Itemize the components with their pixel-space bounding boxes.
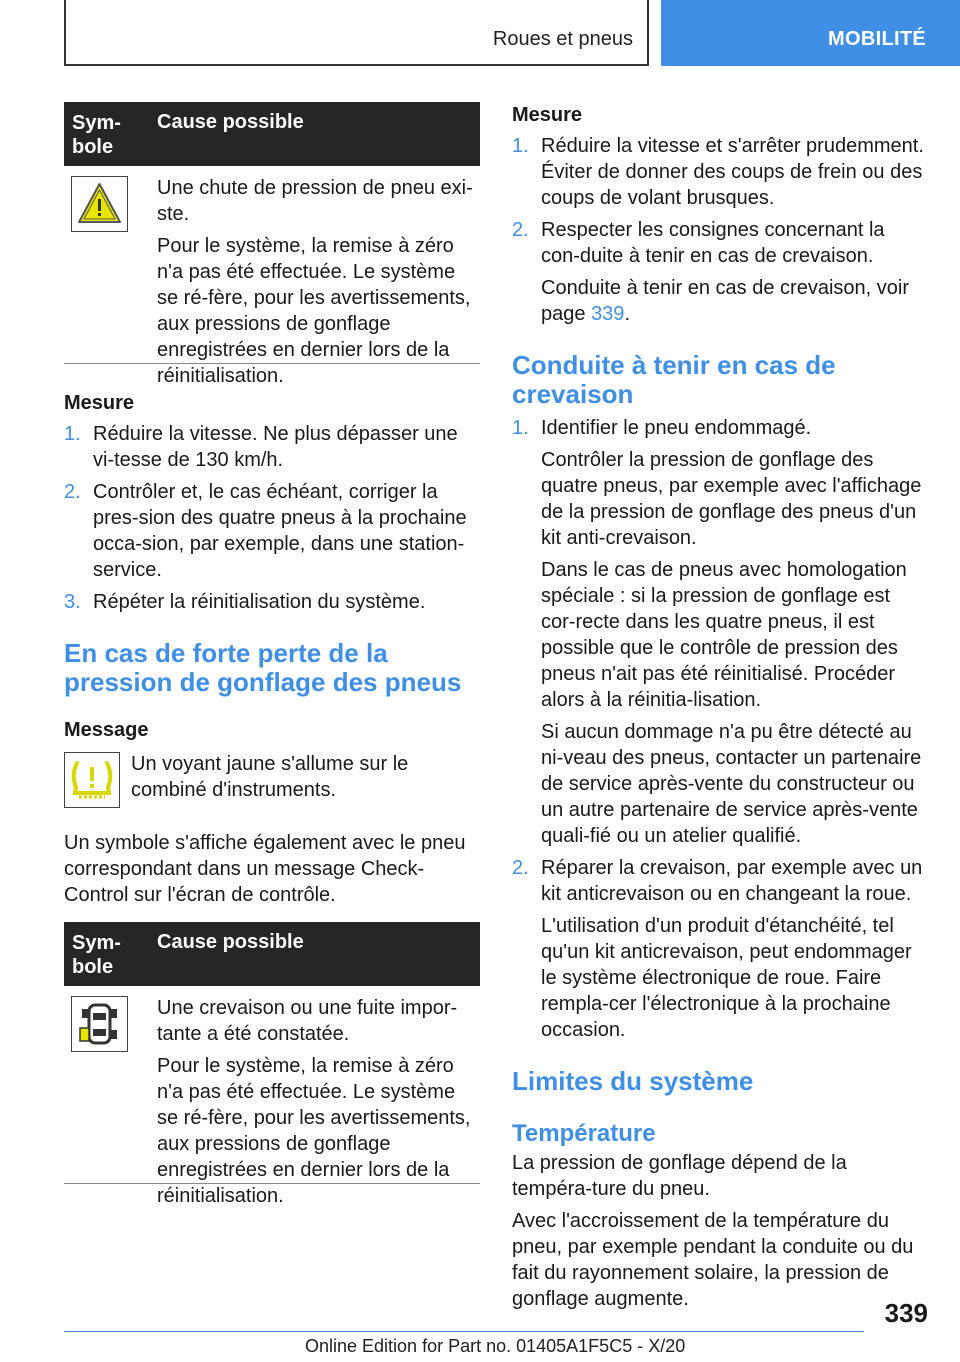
page-reference: Conduite à tenir en cas de crevaison, voir page 339.	[541, 277, 909, 325]
list-item: 2. Réparer la crevaison, par exemple avec un kit anticrevaison ou en changeant la roue. L'utilisation d'un produit d'étanchéité, tel qu'un kit anticrevaison, peut endommager le système électronique de roue. Faire rempla-cer l'électronique à la prochaine occasion.	[512, 855, 928, 1043]
footer-edition: Online Edition for Part no. 01405A1F5C5 - X/20	[305, 1336, 686, 1356]
list-subparagraph: Contrôler la pression de gonflage des quatre pneus, par exemple avec l'affichage de la pression de gonflage des pneus d'un kit anti-crevaison.	[541, 449, 922, 549]
message-row	[64, 752, 480, 822]
section-heading-limits: Limites du système	[512, 1066, 754, 1096]
footer-divider	[64, 1331, 864, 1332]
list-item: 1. Réduire la vitesse. Ne plus dépasser une vi-tesse de 130 km/h.	[64, 423, 458, 471]
check-control-paragraph: Un symbole s'affiche également avec le pneu correspondant dans un message Check-Control sur l'écran de contrôle.	[64, 832, 466, 906]
section-heading-puncture: Conduite à tenir en cas de crevaison	[512, 350, 836, 409]
list-subparagraph: Dans le cas de pneus avec homologation spéciale : si la pression de gonflage est cor-recte dans les quatre pneus, il est possible que le contrôle de pression des pneus n'ait pas été réinitialisé. Procéder alors à la réinitia-lisation.	[541, 559, 907, 711]
car-tire-puncture-icon	[71, 996, 128, 1052]
list-item: 1. Réduire la vitesse et s'arrêter prudemment. Éviter de donner des coups de frein ou des coups de volant brusques.	[512, 135, 924, 209]
table1-cause-text1: Une chute de pression de pneu exi-ste.	[157, 177, 473, 225]
list-item: 2. Contrôler et, le cas échéant, corriger la pres-sion des quatre pneus à la prochaine occa-sion, par exemple, dans une station-service.	[64, 481, 467, 581]
list-subparagraph: L'utilisation d'un produit d'étanchéité, tel qu'un kit anticrevaison, peut endommager le système électronique de roue. Faire rempla-cer l'électronique à la prochaine occasion.	[541, 915, 912, 1041]
mesure-label: Mesure	[64, 392, 135, 414]
table1-cause-text2: Pour le système, la remise à zéro n'a pas été effectuée. Le système se ré-fère, pour les avertissements, aux pressions de gonflage enregistrées en dernier lors de la réinitialisation.	[157, 235, 471, 387]
left-column	[64, 102, 480, 1207]
header-section-title: Roues et pneus	[492, 28, 633, 50]
temperature-paragraph-2: Avec l'accroissement de la température du pneu, par exemple pendant la conduite ou du fait du rayonnement solaire, la pression de gonflage augmente.	[512, 1210, 914, 1310]
tire-pressure-warning-icon	[64, 752, 120, 808]
list-item: 2. Respecter les consignes concernant la con-duite à tenir en cas de crevaison. Conduite à tenir en cas de crevaison, voir page 339.	[512, 217, 928, 327]
subheading-temperature: Température	[512, 1120, 656, 1147]
table1-col-symbol: Sym- bole	[72, 112, 121, 158]
message-label: Message	[64, 719, 149, 741]
list-item: 3. Répéter la réinitialisation du système.	[64, 591, 426, 613]
right-column	[512, 102, 928, 1312]
table1-header	[64, 102, 480, 166]
page-link[interactable]: 339	[591, 303, 625, 325]
header-tab-label: MOBILITÉ	[828, 28, 926, 50]
warning-triangle-icon	[71, 176, 128, 232]
header-tab-mobilite[interactable]	[661, 0, 960, 66]
mesure-label-right: Mesure	[512, 104, 583, 126]
table1-col-cause: Cause possible	[157, 111, 304, 133]
message-text: Un voyant jaune s'allume sur le combiné d'instruments.	[131, 753, 409, 801]
table2-header	[64, 922, 480, 986]
mesure-steps	[64, 421, 480, 615]
header-section-box	[64, 0, 649, 66]
temperature-paragraph-1: La pression de gonflage dépend de la tempéra-ture du pneu.	[512, 1152, 847, 1200]
table2-cause-text2: Pour le système, la remise à zéro n'a pas été effectuée. Le système se ré-fère, pour les avertissements, aux pressions de gonflage enregistrées en dernier lors de la réinitialisation.	[157, 1055, 471, 1207]
mesure-steps-right	[512, 133, 928, 327]
table2-row	[64, 986, 480, 1207]
list-item: 1. Identifier le pneu endommagé. Contrôler la pression de gonflage des quatre pneus, par exemple avec l'affichage de la pression de gonflage des pneus d'un kit anti-crevaison. Dans le cas de pneus avec homologation spéciale : si la pression de gonflage est cor-recte dans les quatre pneus, il est possible que le contrôle de pression des pneus n'ait pas été réinitialisé. Procéder alors à la réinitia-lisation. Si aucun dommage n'a pu être détecté au ni-veau des pneus, contacter un partenaire de service après-vente du constructeur ou un autre partenaire de service après-vente quali-fié ou un atelier qualifié.	[512, 415, 928, 849]
list-subparagraph: Si aucun dommage n'a pu être détecté au ni-veau des pneus, contacter un partenaire de service après-vente du constructeur ou un autre partenaire de service après-vente quali-fié ou un atelier qualifié.	[541, 721, 922, 847]
section-heading-pressure-loss: En cas de forte perte de la pression de gonflage des pneus	[64, 638, 462, 697]
table2-cause-text1: Une crevaison ou une fuite impor-tante a été constatée.	[157, 997, 458, 1045]
table1-row	[64, 166, 480, 387]
puncture-steps	[512, 415, 928, 1043]
table2-col-cause: Cause possible	[157, 931, 304, 953]
page-number: 339	[884, 1298, 928, 1328]
table2-col-symbol: Sym- bole	[72, 932, 121, 978]
